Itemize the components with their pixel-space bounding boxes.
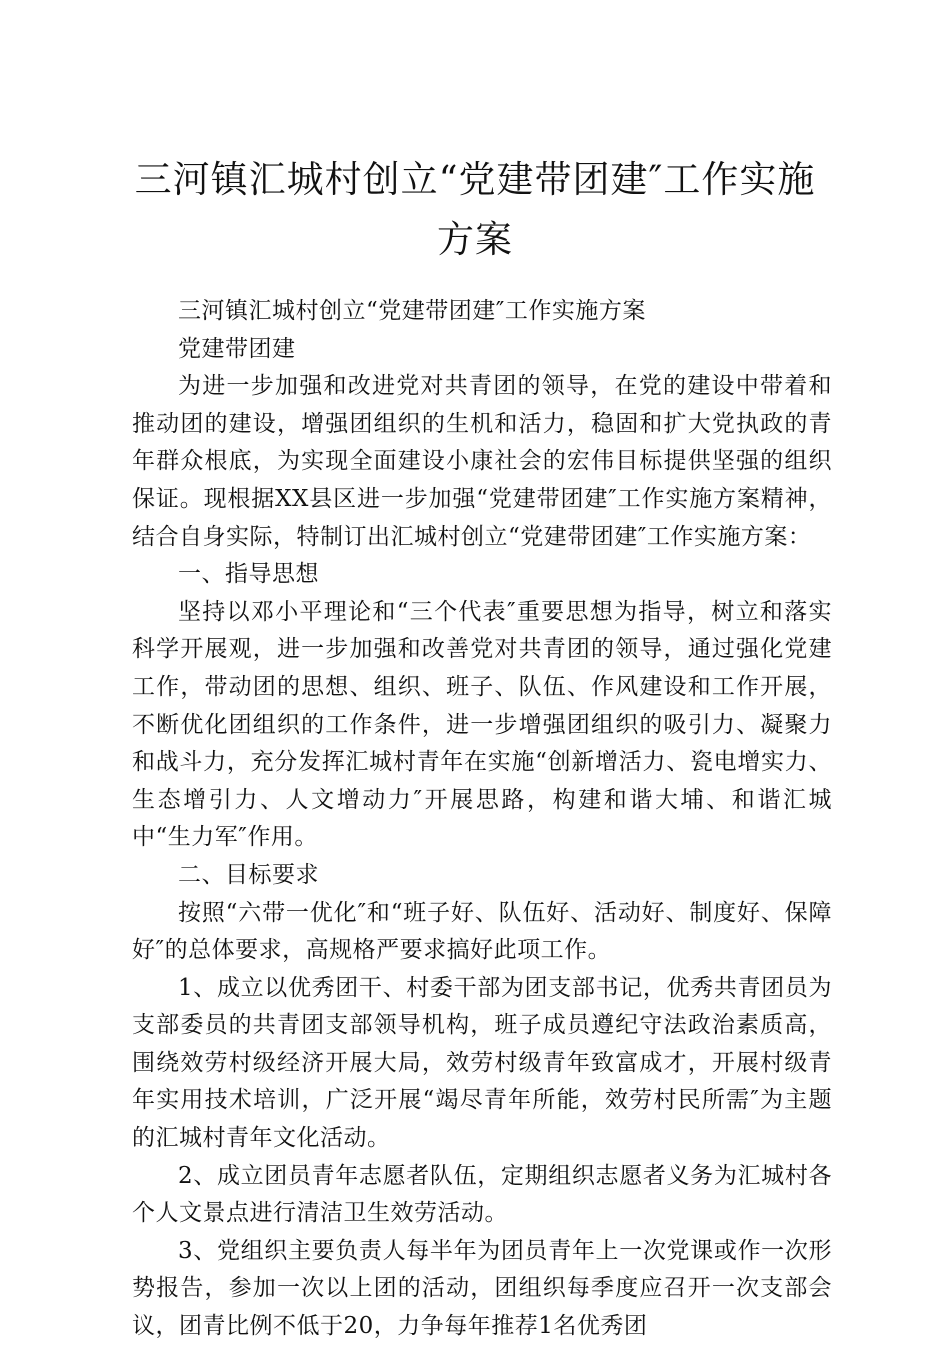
- list-item-2: 2、成立团员青年志愿者队伍，定期组织志愿者义务为汇城村各个人文景点进行清洁卫生效劳活动。: [132, 1162, 832, 1227]
- document-title: 三河镇汇城村创立“党建带团建″工作实施方案: [134, 158, 816, 261]
- paragraph-target-requirements: 按照“六带一优化″和“班子好、队伍好、活动好、制度好、保障好″的总体要求，高规格严要求搞好此项工作。: [132, 899, 832, 964]
- document-body: [132, 293, 832, 1346]
- section-heading-target-requirements: 二、目标要求: [178, 861, 319, 888]
- list-item-1: 1、成立以优秀团干、村委干部为团支部书记，优秀共青团员为支部委员的共青团支部领导机构，班子成员遵纪守法政治素质高，围绕效劳村级经济开展大局，效劳村级青年致富成才，开展村级青年实用技术培训，广泛开展“竭尽青年所能，效劳村民所需″为主题的汇城村青年文化活动。: [132, 974, 832, 1152]
- paragraph-theme: 党建带团建: [178, 335, 296, 362]
- section-heading-guiding-ideology: 一、指导思想: [178, 561, 319, 588]
- paragraph-subtitle: 三河镇汇城村创立“党建带团建″工作实施方案: [178, 298, 646, 324]
- paragraph-intro: 为进一步加强和改进党对共青团的领导，在党的建设中带着和推动团的建设，增强团组织的生机和活力，稳固和扩大党执政的青年群众根底，为实现全面建设小康社会的宏伟目标提供坚强的组织保证。现根据XX县区进一步加强“党建带团建″工作实施方案精神，结合自身实际，特制订出汇城村创立“党建带团建″工作实施方案：: [132, 373, 832, 550]
- list-item-3: 3、党组织主要负责人每半年为团员青年上一次党课或作一次形势报告，参加一次以上团的活动，团组织每季度应召开一次支部会议，团青比例不低于20，力争每年推荐1名优秀团: [132, 1237, 832, 1340]
- paragraph-guiding-ideology: 坚持以邓小平理论和“三个代表″重要思想为指导，树立和落实科学开展观，进一步加强和改善党对共青团的领导，通过强化党建工作，带动团的思想、组织、班子、队伍、作风建设和工作开展，不断优化团组织的工作条件，进一步增强团组织的吸引力、凝聚力和战斗力，充分发挥汇城村青年在实施“创新增活力、瓷电增实力、生态增引力、人文增动力″开展思路，构建和谐大埔、和谐汇城中“生力军″作用。: [132, 598, 832, 851]
